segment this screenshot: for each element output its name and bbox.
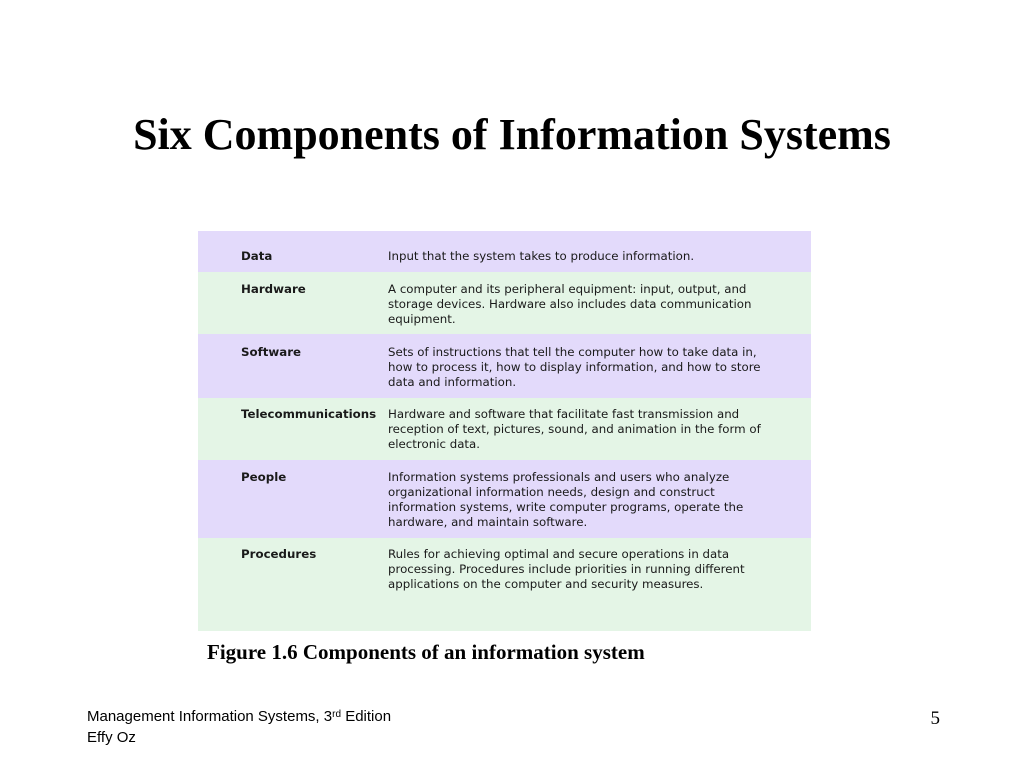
table-row-people — [198, 460, 811, 538]
figure-caption: Figure 1.6 Components of an information system — [207, 640, 645, 664]
footer-author: Effy Oz — [87, 729, 136, 746]
table-row-procedures — [198, 538, 811, 631]
component-term: Telecommunications — [241, 407, 377, 421]
slide-title: Six Components of Information Systems — [133, 110, 891, 159]
component-description: A computer and its peripheral equipment: input, output, and storage devices. Hardware also includes data communication equipment. — [388, 282, 752, 326]
component-description: Rules for achieving optimal and secure operations in data processing. Procedures include priorities in running different applications on the computer and security measures. — [388, 547, 745, 591]
table-row-hardware — [198, 272, 811, 334]
footer-book-title — [87, 706, 391, 727]
footer-book-title-text: Management Information Systems, 3 — [87, 708, 333, 725]
component-term: Hardware — [241, 282, 306, 296]
component-term: Data — [241, 249, 273, 263]
table-row-telecommunications — [198, 398, 811, 460]
component-term: Procedures — [241, 547, 317, 561]
component-description: Hardware and software that facilitate fast transmission and reception of text, pictures, sound, and animation in the form of electronic data. — [388, 407, 761, 451]
footer-edition-text: Edition — [341, 708, 392, 725]
component-term: People — [241, 470, 287, 484]
component-description: Sets of instructions that tell the computer how to take data in, how to process it, how to display information, and how to store data and information. — [388, 345, 761, 389]
component-term: Software — [241, 345, 302, 359]
table-row-software — [198, 334, 811, 398]
component-description: Information systems professionals and users who analyze organizational information needs, design and construct information systems, write computer programs, operate the hardware, and maintain software. — [388, 470, 744, 529]
footer-credits — [87, 706, 391, 748]
footer-ordinal-suffix: rd — [332, 709, 342, 720]
components-table — [198, 231, 811, 631]
table-row-data — [198, 231, 811, 272]
page-number: 5 — [930, 708, 940, 729]
component-description: Input that the system takes to produce information. — [388, 249, 695, 263]
